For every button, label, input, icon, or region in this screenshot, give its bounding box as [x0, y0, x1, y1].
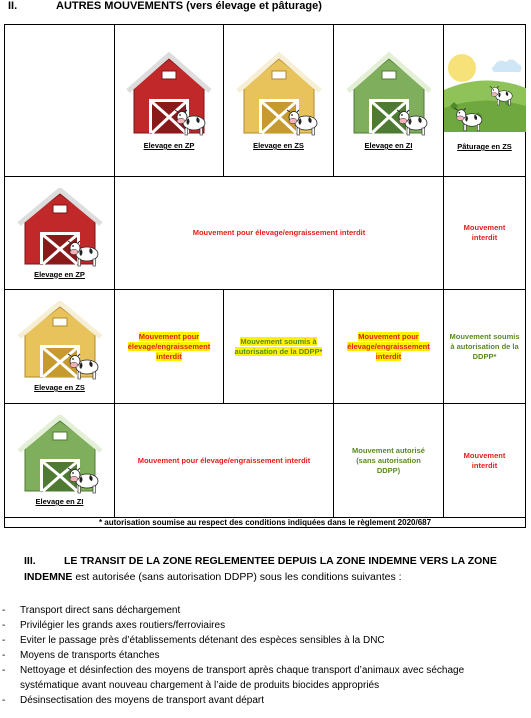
zs-pasture-cell — [444, 290, 526, 404]
dash-bullet-icon: - — [2, 665, 6, 676]
zi-pasture-cell — [444, 404, 526, 518]
list-item: - Privilégier les grands axes routiers/ferroviaires — [2, 620, 226, 631]
row-zs-label — [5, 290, 115, 404]
movement-table — [4, 24, 526, 528]
footnote-row — [5, 518, 526, 528]
green-barn-with-cow-icon — [344, 51, 434, 139]
list-item: - Moyens de transports étanches — [2, 650, 160, 661]
row-caption-zp: Elevage en ZP — [34, 269, 85, 279]
row-zp-label — [5, 177, 115, 290]
header-pasture — [444, 25, 526, 177]
footnote: * autorisation soumise au respect des conditions indiquées dans le règlement 2020/687 — [5, 518, 526, 528]
header-zp — [115, 25, 224, 177]
section-2-number: II. — [8, 0, 18, 12]
pasture-with-cows-icon — [444, 50, 526, 140]
table-row — [5, 404, 526, 518]
zs-zp-text: Mouvement pour élevage/engraissement interdit — [127, 331, 211, 361]
zs-zs-cell — [224, 290, 334, 404]
yellow-barn-with-cow-icon — [234, 51, 324, 139]
zi-span-cell — [115, 404, 334, 518]
section-2-heading: AUTRES MOUVEMENTS (vers élevage et pâturage) — [56, 0, 322, 12]
section-3-paragraph — [24, 553, 514, 585]
section-3-bold-text: LE TRANSIT DE LA ZONE REGLEMENTEE DEPUIS LA ZONE INDEMNE VERS LA ZONE INDEMNE — [24, 555, 497, 583]
section-3-number: III. — [24, 555, 36, 567]
zi-zi-text: Mouvement autorisé (sans autorisation DDPP) — [352, 445, 425, 475]
header-caption-pasture: Pâturage en ZS — [457, 142, 512, 151]
zp-movement-forbidden-text: Mouvement pour élevage/engraissement interdit — [192, 228, 366, 237]
table-row — [5, 177, 526, 290]
header-caption-zs: Elevage en ZS — [253, 141, 304, 150]
yellow-barn-with-cow-icon — [14, 301, 106, 381]
zi-movement-forbidden-text: Mouvement pour élevage/engraissement interdit — [137, 455, 311, 465]
header-caption-zp: Elevage en ZP — [143, 141, 195, 150]
zi-pasture-text: Mouvement interdit — [463, 450, 506, 470]
zi-zi-cell — [334, 404, 444, 518]
row-zi-label — [5, 404, 115, 518]
table-header-row — [5, 25, 526, 177]
zp-span-cell — [115, 177, 444, 290]
dash-bullet-icon: - — [2, 620, 6, 631]
row-caption-zi: Elevage en ZI — [35, 497, 84, 506]
section-3-rest-text: est autorisée (sans autorisation DDPP) sous les conditions suivantes : — [72, 571, 402, 583]
list-item: - Nettoyage et désinfection des moyens de transport après chaque transport d’animaux avec séchage systématique avant nouveau chargement à l’aide de produits biocides appropriés — [2, 665, 465, 691]
zs-zi-text: Mouvement pour élevage/engraissement interdit — [347, 331, 430, 361]
zs-zi-cell — [334, 290, 444, 404]
red-barn-with-cow-icon — [14, 188, 106, 268]
list-item: - Désinsectisation des moyens de transport avant départ — [2, 695, 265, 706]
header-zs — [224, 25, 334, 177]
list-item: - Transport direct sans déchargement — [2, 605, 181, 616]
zs-zs-text: Mouvement soumis à autorisation de la DDPP* — [234, 336, 323, 356]
list-item: - Eviter le passage près d’établissements détenant des espèces sensibles à la DNC — [2, 635, 385, 646]
zs-pasture-text: Mouvement soumis à autorisation de la DDPP* — [449, 331, 520, 361]
zp-pasture-cell — [444, 177, 526, 290]
header-zi — [334, 25, 444, 177]
dash-bullet-icon: - — [2, 695, 6, 706]
green-barn-with-cow-icon — [14, 415, 106, 495]
dash-bullet-icon: - — [2, 635, 6, 646]
table-row — [5, 290, 526, 404]
conditions-list — [0, 603, 525, 708]
zs-zp-cell — [115, 290, 224, 404]
empty-corner-cell — [5, 25, 115, 177]
row-caption-zs: Elevage en ZS — [34, 383, 85, 392]
zp-pasture-text: Mouvement interdit — [463, 223, 506, 242]
dash-bullet-icon: - — [2, 605, 6, 616]
header-caption-zi: Elevage en ZI — [364, 141, 413, 150]
dash-bullet-icon: - — [2, 650, 6, 661]
section-2-title — [8, 0, 322, 12]
red-barn-with-cow-icon — [124, 51, 214, 139]
